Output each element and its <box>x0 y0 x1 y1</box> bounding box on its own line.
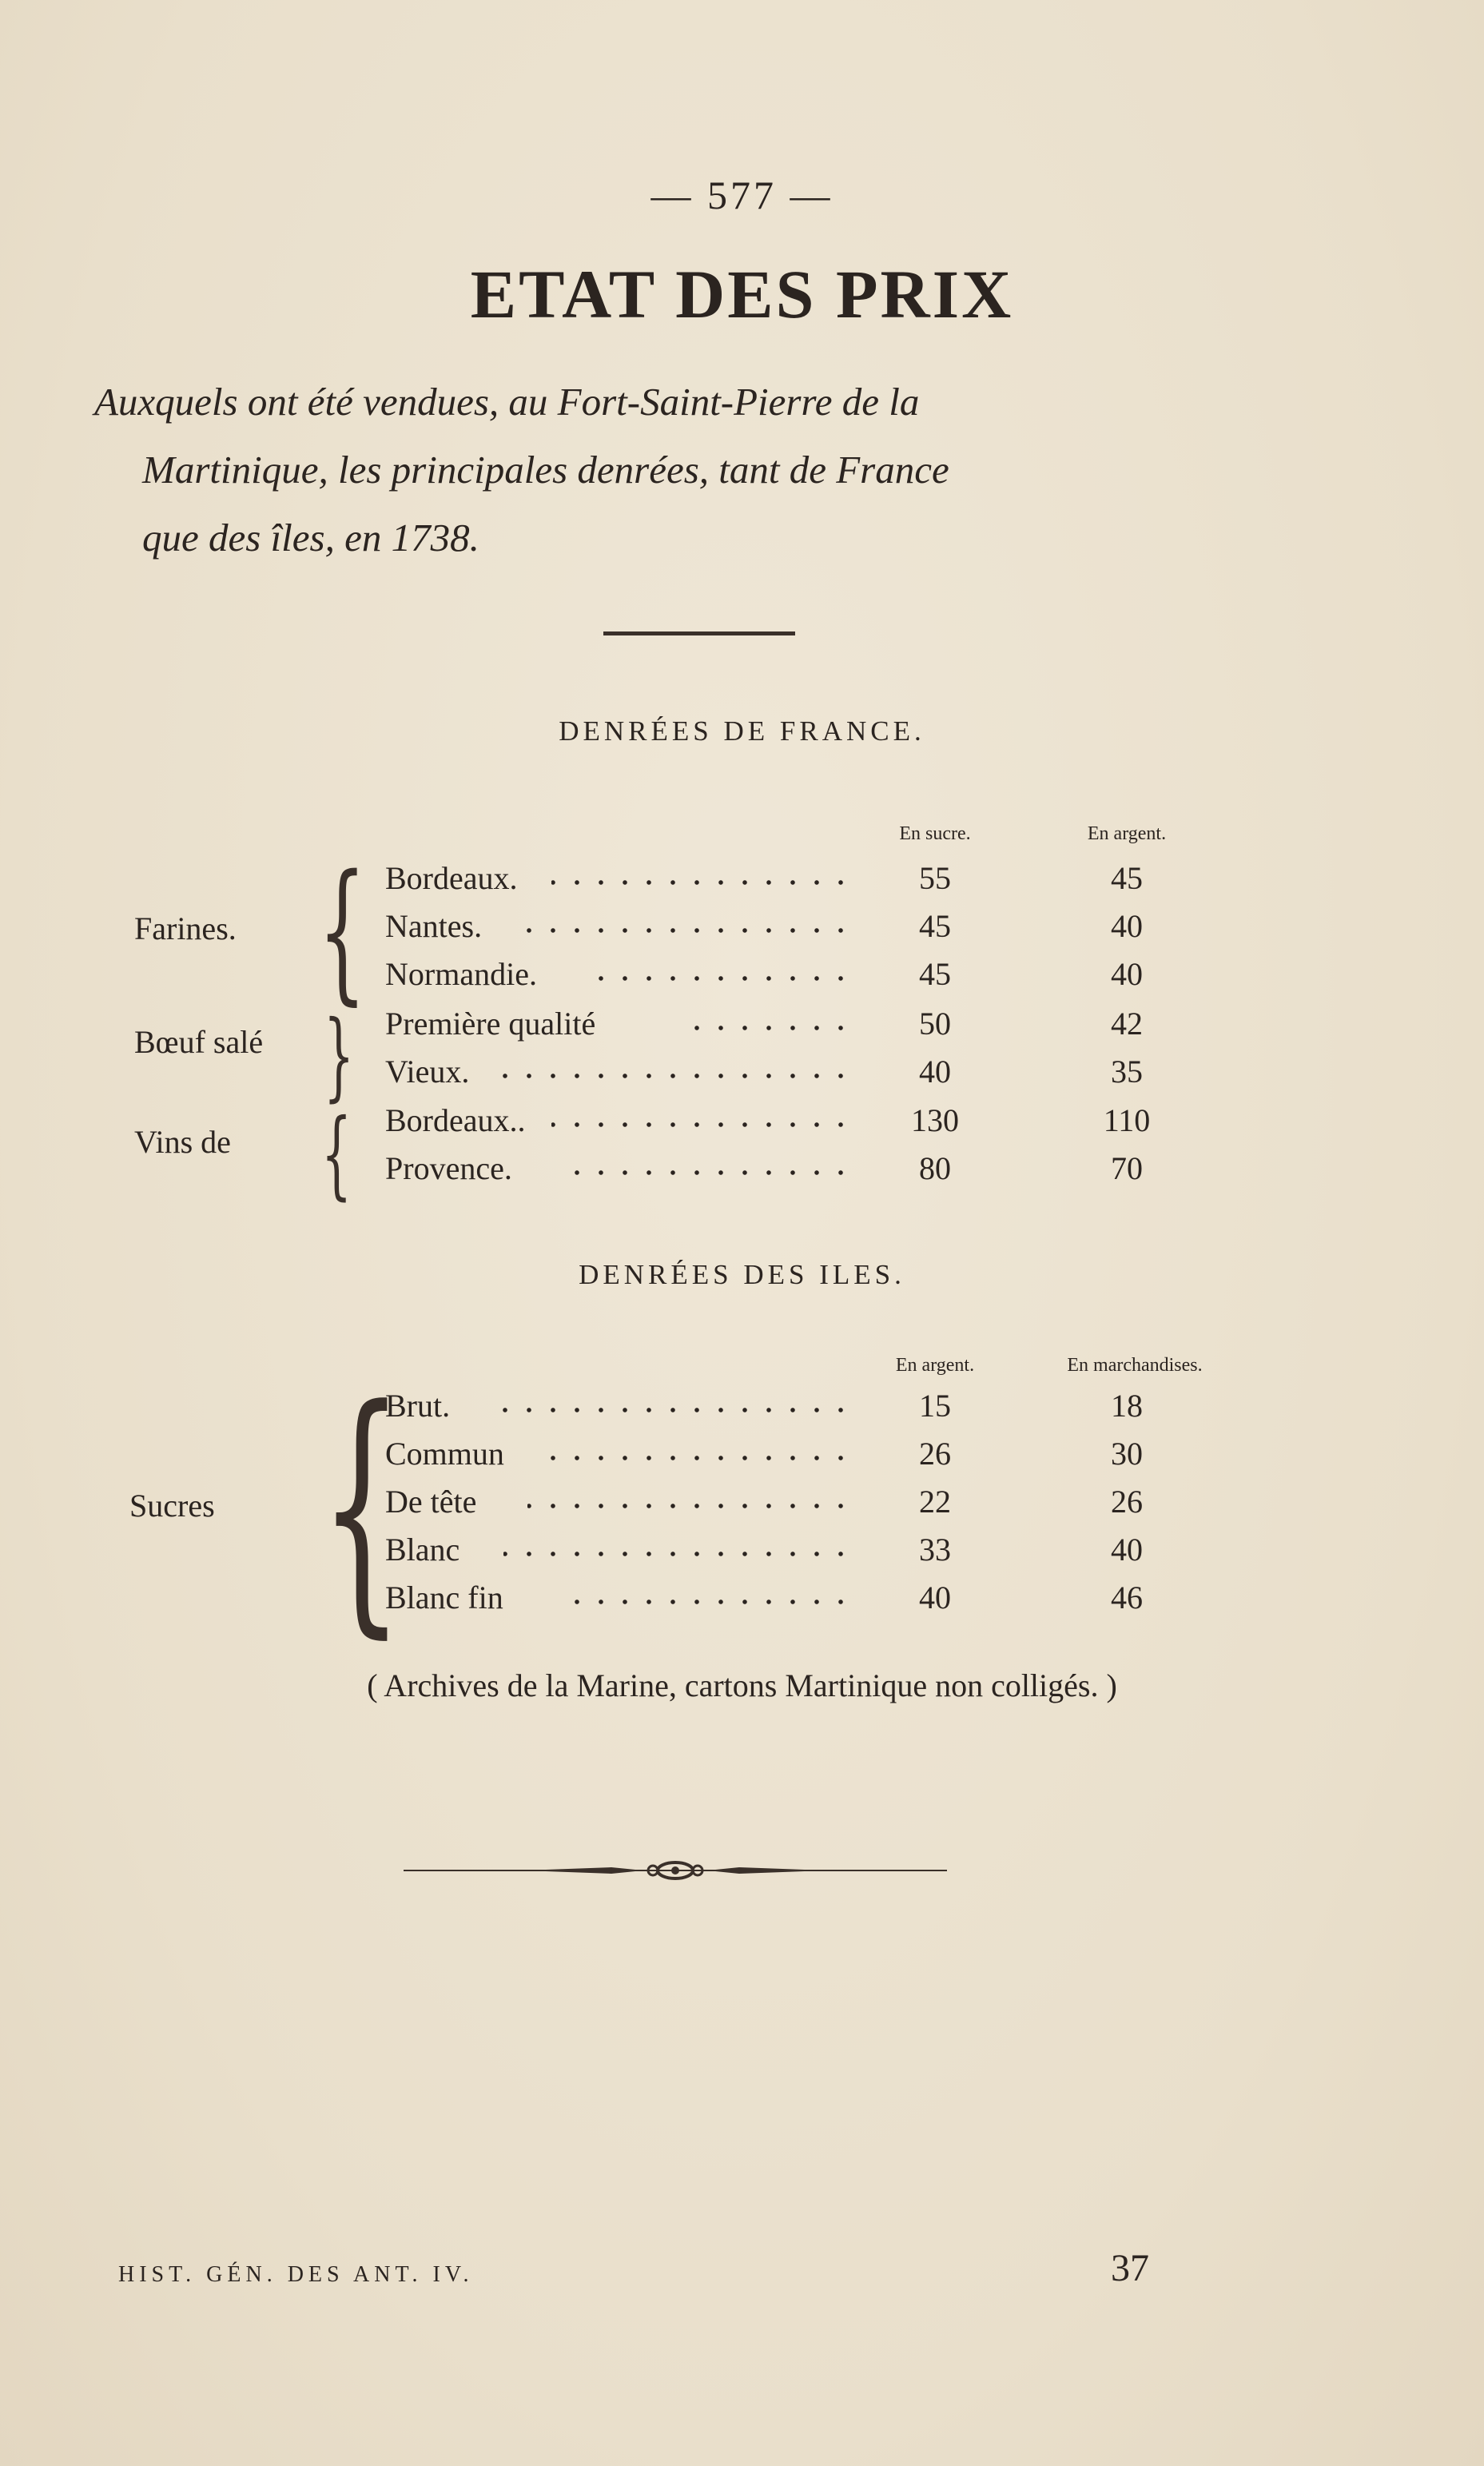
item-name: De tête <box>385 1484 477 1520</box>
item-name: Vieux. <box>385 1054 470 1090</box>
value-marchandises: 30 <box>1111 1436 1143 1472</box>
leader-dots <box>527 1504 853 1508</box>
table-row <box>0 907 1484 955</box>
table-row <box>0 1531 1484 1579</box>
leader-dots <box>495 1074 853 1078</box>
value-argent: 33 <box>919 1532 951 1568</box>
item-name: Blanc <box>385 1532 460 1568</box>
leader-dots <box>503 1552 853 1556</box>
column-header-argent: En argent. <box>895 1355 975 1376</box>
section-heading-iles: DENRÉES DES ILES. <box>579 1259 905 1290</box>
item-name: Normandie. <box>385 956 537 992</box>
item-name: Nantes. <box>385 908 483 944</box>
leader-dots <box>559 1600 853 1604</box>
leader-dots <box>551 880 853 885</box>
table-row <box>0 1387 1484 1435</box>
group-label-boeuf-sale: Bœuf salé <box>134 1024 264 1060</box>
divider-rule <box>603 631 795 635</box>
item-name: Bordeaux.. <box>385 1102 526 1138</box>
page-number: — 577 — <box>650 173 834 217</box>
group-label-vins-de: Vins de <box>134 1124 231 1160</box>
value-marchandises: 26 <box>1111 1484 1143 1520</box>
table-row <box>0 955 1484 1003</box>
section-heading-france: DENRÉES DE FRANCE. <box>559 715 925 747</box>
table-row <box>0 1579 1484 1627</box>
value-argent: 40 <box>1111 956 1143 992</box>
value-argent: 22 <box>919 1484 951 1520</box>
column-header-marchandises: En marchandises. <box>1067 1355 1203 1376</box>
table-row <box>0 859 1484 907</box>
subtitle-line-1: Auxquels ont été vendues, au Fort-Saint-Pierre de la <box>94 380 920 424</box>
item-name: Blanc fin <box>385 1580 503 1615</box>
leader-dots <box>551 1122 853 1127</box>
value-argent: 40 <box>1111 908 1143 944</box>
table-row <box>0 1053 1484 1101</box>
item-name: Commun <box>385 1436 504 1472</box>
leader-dots <box>487 1408 853 1412</box>
value-marchandises: 18 <box>1111 1388 1143 1424</box>
value-argent: 45 <box>1111 860 1143 896</box>
page-title: ETAT DES PRIX <box>470 256 1014 333</box>
group-label-farines: Farines. <box>134 910 237 946</box>
value-sucre: 50 <box>919 1006 951 1042</box>
value-sucre: 55 <box>919 860 951 896</box>
column-header-argent: En argent. <box>1087 823 1167 844</box>
group-label-sucres: Sucres <box>129 1488 215 1524</box>
leader-dots <box>519 928 853 933</box>
value-argent: 70 <box>1111 1150 1143 1186</box>
table-row <box>0 1483 1484 1531</box>
footer-book-title: HIST. GÉN. DES ANT. IV. <box>118 2262 474 2287</box>
leader-dots <box>591 976 853 981</box>
source-citation: ( Archives de la Marine, cartons Martinique non colligés. ) <box>367 1667 1117 1703</box>
item-name: Provence. <box>385 1150 512 1186</box>
value-marchandises: 40 <box>1111 1532 1143 1568</box>
table-row <box>0 1102 1484 1149</box>
leader-dots <box>679 1026 853 1030</box>
value-sucre: 45 <box>919 908 951 944</box>
value-argent: 110 <box>1103 1102 1151 1138</box>
table-row <box>0 1149 1484 1197</box>
leader-dots <box>559 1170 853 1175</box>
value-sucre: 40 <box>919 1054 951 1090</box>
value-argent: 26 <box>919 1436 951 1472</box>
brace-icon: { <box>321 1099 352 1210</box>
value-argent: 40 <box>919 1580 951 1615</box>
value-argent: 42 <box>1111 1006 1143 1042</box>
value-sucre: 130 <box>911 1102 959 1138</box>
value-marchandises: 46 <box>1111 1580 1143 1615</box>
subtitle-line-2: Martinique, les principales denrées, tant de France <box>142 448 949 492</box>
leader-dots <box>543 1456 853 1460</box>
column-header-sucre: En sucre. <box>899 823 971 844</box>
value-argent: 35 <box>1111 1054 1143 1090</box>
value-sucre: 80 <box>919 1150 951 1186</box>
item-name: Brut. <box>385 1388 451 1424</box>
footer-signature-number: 37 <box>1111 2247 1149 2289</box>
subtitle <box>94 368 1309 572</box>
item-name: Première qualité <box>385 1006 596 1042</box>
table-row <box>0 1435 1484 1483</box>
ornament-divider-icon <box>404 1854 947 1886</box>
item-name: Bordeaux. <box>385 860 518 896</box>
value-sucre: 45 <box>919 956 951 992</box>
value-argent: 15 <box>919 1388 951 1424</box>
brace-icon: { <box>318 843 367 1019</box>
table-row <box>0 1005 1484 1053</box>
brace-icon: } <box>324 1001 355 1112</box>
brace-icon: { <box>320 1353 404 1660</box>
subtitle-line-3: que des îles, en 1738. <box>142 516 479 560</box>
